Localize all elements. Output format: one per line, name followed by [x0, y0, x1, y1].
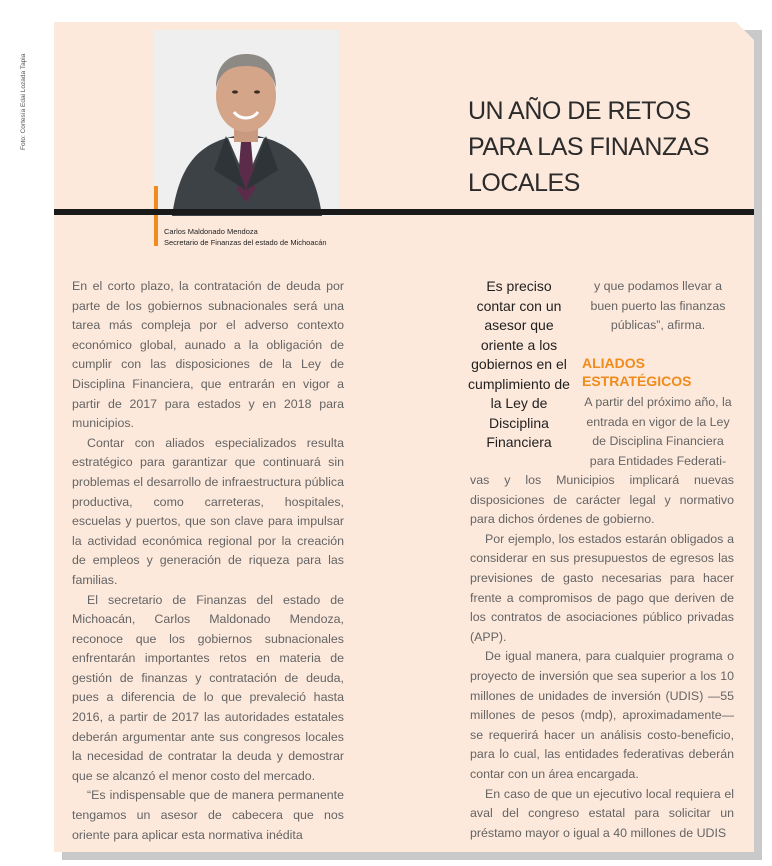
section-subheading: ALIADOS ESTRATÉGICOS: [582, 355, 692, 389]
paragraph: Contar con aliados especializados resulta estratégico para garantizar que continuará sin problemas el desarrollo de infraestructura pública productiva, como carreteras, hospitales, escuelas y puertos, que son clave para impulsar la actividad económica regional por la creación de empleos y generación de riqueza para las familias.: [72, 435, 344, 587]
paragraph: De igual manera, para cualquier programa o proyecto de inversión que sea superior a los 10 millones de unidades de inversión (UDIS) —55 millones de pesos (mdp), aproximadamente— se requerirá hacer un análisis costo-beneficio, para lo cual, las entidades federativas deberán contar con un área encargada.: [470, 649, 734, 781]
right-column-wide: [470, 471, 734, 843]
right-column-top: [582, 277, 734, 336]
photo-credit: Foto: Cortesía Edai Lozada Tapia: [20, 53, 27, 150]
paragraph: A partir del próximo año, la entrada en vigor de la Ley de Disciplina Financiera para Entidades Federati-: [584, 395, 732, 468]
accent-bar: [154, 186, 158, 246]
header-rule: [54, 209, 754, 215]
paragraph: El secretario de Finanzas del estado de Michoacán, Carlos Maldonado Mendoza, reconoce que los gobiernos subnacionales enfrentarán importantes retos en materia de gestión de finanzas y contratación de deuda, pues a diferencia de lo que prevaleció hasta 2016, a partir de 2017 las autoridades estatales deberán argumentar ante sus congresos locales la necesidad de contratar la deuda y demostrar que se alcanzó el menor costo del mercado.: [72, 592, 344, 783]
portrait-photo: [154, 30, 339, 216]
caption-name: Carlos Maldonado Mendoza: [164, 227, 258, 236]
paragraph: En caso de que un ejecutivo local requiera el aval del congreso estatal para solicitar un préstamo mayor o igual a 40 millones de UDIS: [470, 786, 734, 840]
paragraph: Por ejemplo, los estados estarán obligados a considerar en sus presupuestos de egresos las previsiones de gasto necesarias para hacer frente a compromisos de pago que deriven de los contratos de asociaciones público privadas (APP).: [470, 531, 734, 644]
left-column: [72, 277, 344, 845]
paragraph: y que podamos llevar a buen puerto las finanzas públicas”, afirma.: [590, 279, 726, 333]
paragraph: En el corto plazo, la contratación de deuda por parte de los gobiernos subnacionales será una tarea más compleja por el adverso contexto económico global, aunado a la obligación de cumplir con las disposiciones de la Ley de Disciplina Financiera, que entrarán en vigor a partir de 2017 para estados y en 2018 para municipios.: [72, 279, 344, 431]
photo-caption: [164, 226, 327, 248]
portrait-illustration: [154, 30, 339, 216]
right-column-narrow: [582, 393, 734, 471]
article-title: UN AÑO DE RETOS PARA LAS FINANZAS LOCALES: [468, 97, 710, 197]
paragraph: “Es indispensable que de manera permanente tengamos un asesor de cabecera que nos oriente para aplicar esta normativa inédita: [72, 788, 344, 842]
caption-role: Secretario de Finanzas del estado de Michoacán: [164, 238, 327, 247]
paragraph: vas y los Municipios implicará nuevas disposiciones de carácter legal y normativo para dichos órdenes de gobierno.: [470, 473, 734, 527]
pull-quote: Es preciso contar con un asesor que oriente a los gobiernos en el cumplimiento de la Ley de Disciplina Financiera: [468, 278, 570, 450]
